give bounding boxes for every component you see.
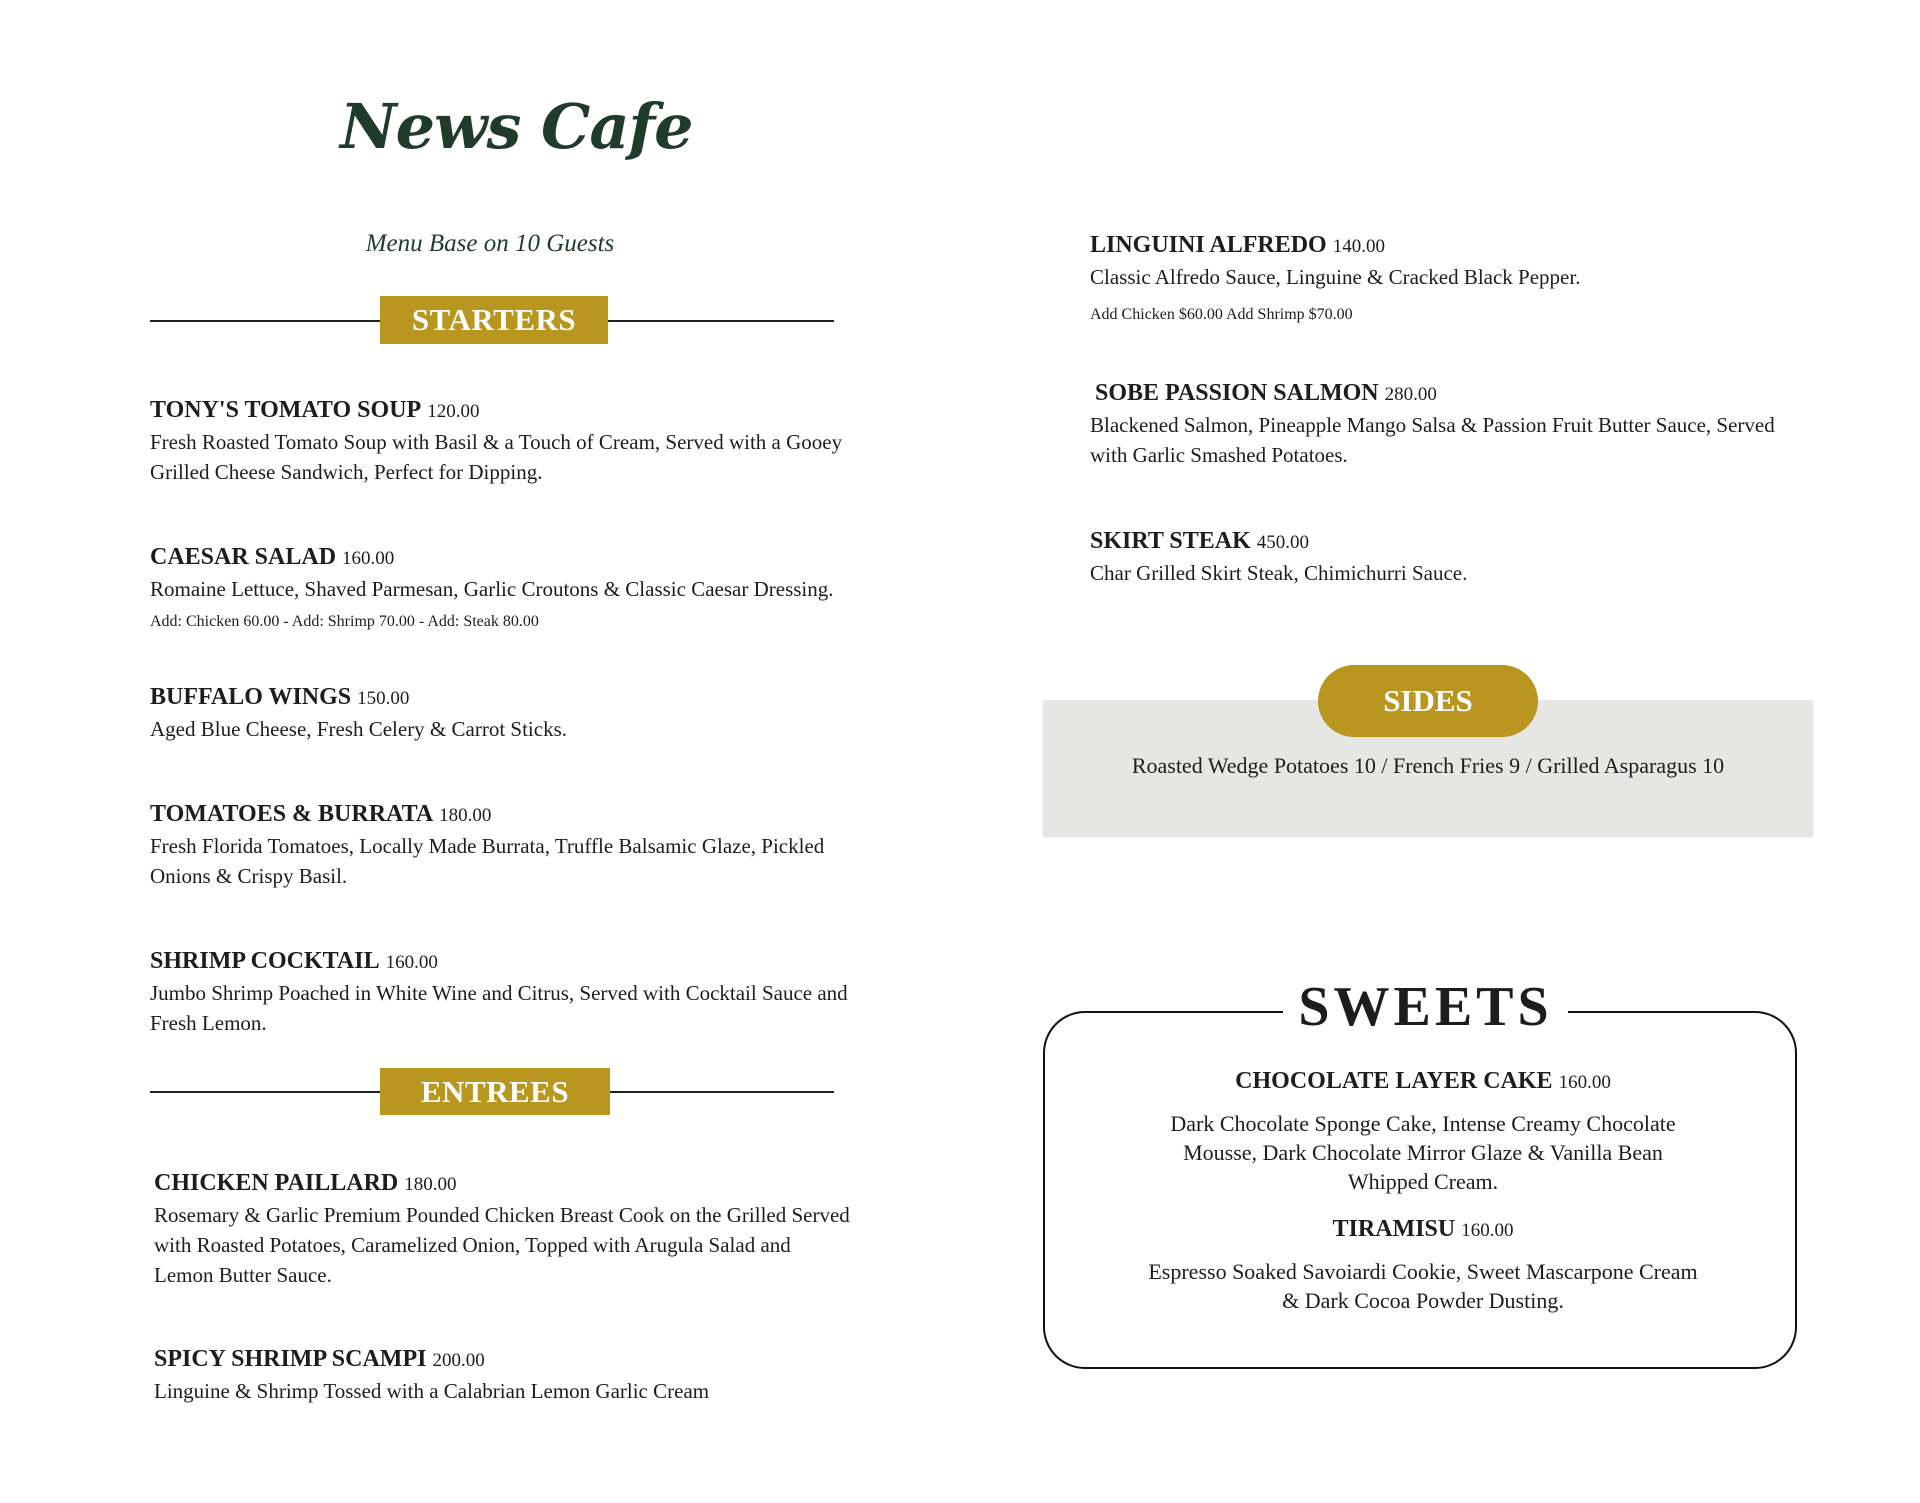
item-description: Jumbo Shrimp Poached in White Wine and Citrus, Served with Cocktail Sauce and Fresh Lemon. bbox=[150, 981, 848, 1035]
dessert-chocolate-layer-cake bbox=[1123, 1066, 1723, 1196]
item-addon: Add Chicken $60.00 Add Shrimp $70.00 bbox=[1090, 306, 1353, 323]
menu-item-shrimp-cocktail bbox=[150, 946, 850, 1038]
item-price: 160.00 bbox=[1558, 1072, 1611, 1093]
menu-item-tomatoes-burrata bbox=[150, 799, 850, 891]
menu-item-skirt-steak bbox=[1090, 526, 1810, 588]
item-price: 180.00 bbox=[404, 1174, 457, 1195]
sides-title: SIDES bbox=[1318, 665, 1538, 737]
item-name: SOBE PASSION SALMON bbox=[1095, 380, 1379, 406]
item-price: 160.00 bbox=[385, 952, 438, 973]
menu-item-chicken-paillard bbox=[154, 1168, 854, 1290]
menu-item-caesar-salad bbox=[150, 542, 850, 637]
item-description: Rosemary & Garlic Premium Pounded Chicken Breast Cook on the Grilled Served with Roasted Potatoes, Caramelized Onion, Topped with Arugula Salad and Lemon Butter Sauce. bbox=[154, 1203, 850, 1287]
sweets-title: SWEETS bbox=[1298, 976, 1553, 1038]
item-price: 160.00 bbox=[342, 548, 395, 569]
item-addon: Add: Chicken 60.00 - Add: Shrimp 70.00 - Add: Steak 80.00 bbox=[150, 613, 539, 630]
item-name: BUFFALO WINGS bbox=[150, 684, 352, 710]
entrees-rule-right bbox=[610, 1091, 834, 1093]
item-description: Espresso Soaked Savoiardi Cookie, Sweet Mascarpone Cream & Dark Cocoa Powder Dusting. bbox=[1148, 1259, 1698, 1313]
item-name: SPICY SHRIMP SCAMPI bbox=[154, 1346, 427, 1372]
item-description: Classic Alfredo Sauce, Linguine & Cracked Black Pepper. bbox=[1090, 265, 1581, 289]
logo: News Cafe bbox=[340, 90, 693, 163]
item-name: SHRIMP COCKTAIL bbox=[150, 948, 380, 974]
item-description: Dark Chocolate Sponge Cake, Intense Creamy Chocolate Mousse, Dark Chocolate Mirror Glaze & Vanilla Bean Whipped Cream. bbox=[1170, 1111, 1676, 1194]
item-price: 180.00 bbox=[439, 805, 492, 826]
item-name: CHICKEN PAILLARD bbox=[154, 1170, 399, 1196]
item-description: Romaine Lettuce, Shaved Parmesan, Garlic Croutons & Classic Caesar Dressing. bbox=[150, 577, 834, 601]
menu-item-buffalo-wings bbox=[150, 682, 850, 744]
dessert-tiramisu bbox=[1123, 1214, 1723, 1315]
item-name: CHOCOLATE LAYER CAKE bbox=[1235, 1068, 1553, 1094]
menu-item-spicy-shrimp-scampi bbox=[154, 1344, 854, 1406]
starters-rule-left bbox=[150, 320, 380, 322]
item-price: 200.00 bbox=[432, 1350, 485, 1371]
item-name: LINGUINI ALFREDO bbox=[1090, 232, 1327, 258]
menu-item-tomato-soup bbox=[150, 395, 850, 487]
item-name: SKIRT STEAK bbox=[1090, 528, 1251, 554]
entrees-banner: ENTREES bbox=[380, 1068, 610, 1115]
item-name: TOMATOES & BURRATA bbox=[150, 801, 434, 827]
item-description: Fresh Florida Tomatoes, Locally Made Burrata, Truffle Balsamic Glaze, Pickled Onions & Crispy Basil. bbox=[150, 834, 825, 888]
item-description: Aged Blue Cheese, Fresh Celery & Carrot Sticks. bbox=[150, 717, 568, 741]
item-description: Blackened Salmon, Pineapple Mango Salsa & Passion Fruit Butter Sauce, Served with Garlic Smashed Potatoes. bbox=[1090, 413, 1775, 467]
item-description: Linguine & Shrimp Tossed with a Calabrian Lemon Garlic Cream bbox=[154, 1379, 710, 1403]
entrees-rule-left bbox=[150, 1091, 380, 1093]
item-price: 280.00 bbox=[1384, 384, 1437, 405]
sides-list: Roasted Wedge Potatoes 10 / French Fries 9 / Grilled Asparagus 10 bbox=[1131, 753, 1725, 778]
starters-rule-right bbox=[608, 320, 834, 322]
item-description: Fresh Roasted Tomato Soup with Basil & a Touch of Cream, Served with a Gooey Grilled Cheese Sandwich, Perfect for Dipping. bbox=[150, 430, 843, 484]
item-price: 140.00 bbox=[1332, 236, 1385, 257]
menu-item-linguini-alfredo bbox=[1090, 230, 1810, 330]
menu-item-sobe-passion-salmon bbox=[1090, 378, 1810, 470]
item-price: 120.00 bbox=[427, 401, 480, 422]
item-name: TIRAMISU bbox=[1332, 1216, 1456, 1242]
item-name: TONY'S TOMATO SOUP bbox=[150, 397, 422, 423]
item-name: CAESAR SALAD bbox=[150, 544, 337, 570]
item-price: 450.00 bbox=[1256, 532, 1310, 553]
starters-banner: STARTERS bbox=[380, 296, 608, 344]
item-price: 150.00 bbox=[357, 688, 410, 709]
item-price: 160.00 bbox=[1461, 1220, 1514, 1241]
item-description: Char Grilled Skirt Steak, Chimichurri Sauce. bbox=[1090, 561, 1468, 585]
menu-subtitle: Menu Base on 10 Guests bbox=[365, 230, 615, 257]
